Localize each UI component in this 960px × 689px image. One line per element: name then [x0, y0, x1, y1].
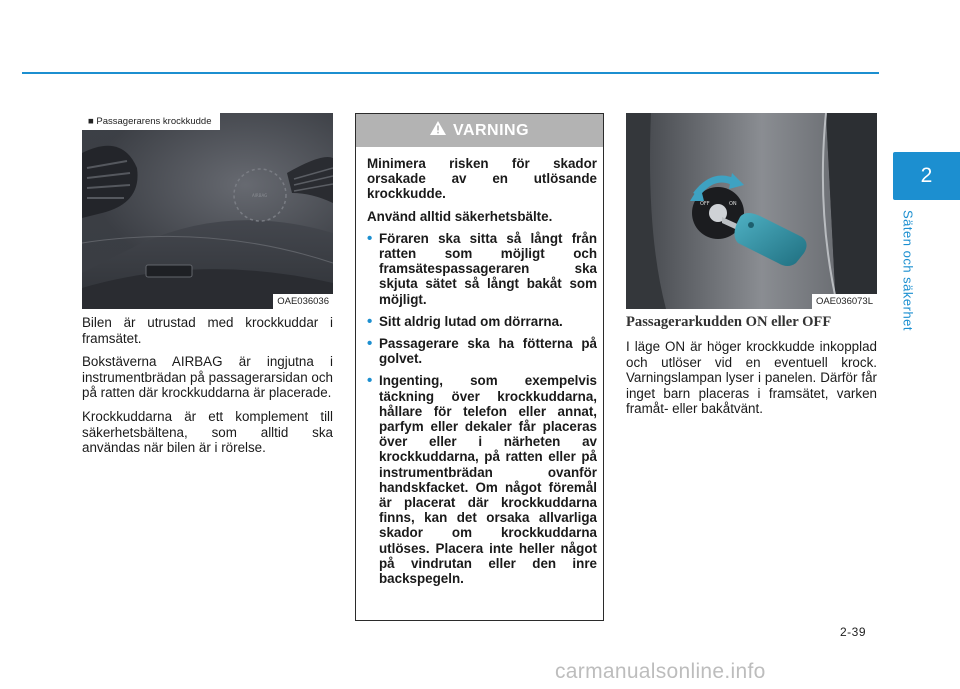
warning-item: • Sitt aldrig lutad om dörrarna.: [367, 314, 597, 329]
warning-header: [356, 114, 603, 147]
airbag-switch-photo: [626, 113, 877, 309]
photo-code-left: OAE036036: [273, 294, 333, 309]
warning-item: • Ingenting, som exempelvis täckning över krockkuddarna, hållare för telefon eller annat, parfym eller dekaler får placeras över eller i närheten av krockkuddarna, på ratten eller på instrumentbrädan ovanför handskfacket. Om något föremål är placerat där krockkuddarna finns, kan det orsaka allvarliga skador om krockkuddarna utlöses. Placera inte heller något på vindrutan eller den inre backspegeln.: [367, 373, 597, 586]
warning-item: • Föraren ska sitta så långt från ratten som möjligt och framsätespassageraren ska skjuta sätet så långt bakåt som möjligt.: [367, 231, 597, 307]
warning-intro-2: Använd alltid säkerhetsbälte.: [367, 208, 553, 224]
section-heading: Passagerarkudden ON eller OFF: [626, 314, 832, 330]
top-rule: [22, 72, 879, 74]
warning-triangle-icon: [430, 121, 446, 140]
chapter-number: 2: [920, 164, 933, 187]
watermark: carmanualsonline.info: [555, 660, 766, 683]
paragraph-3: Krockkuddarna är ett komplement till säkerhetsbältena, som alltid ska användas när bilen är i rörelse.: [82, 408, 333, 456]
left-column: [82, 315, 333, 464]
warning-box: [355, 113, 604, 621]
right-column: [626, 314, 877, 417]
paragraph-1: Bilen är utrustad med krockkuddar i framsätet.: [82, 315, 333, 346]
right-paragraph: I läge ON är höger krockkudde inkopplad och utlöser vid en eventuell krock. Varningslampan lyser i panelen. Därför får inget barn placeras i framsätet, varken framåt- eller bakåtvänt.: [626, 339, 877, 417]
chapter-title: Säten och säkerhet: [900, 210, 916, 332]
warning-intro: Minimera risken för skador orsakade av en utlösande krockkudde.: [367, 156, 597, 202]
passenger-airbag-photo: [82, 113, 333, 309]
chapter-tab: [893, 152, 960, 200]
warning-list: [367, 231, 597, 586]
warning-body: [356, 147, 603, 586]
photo-caption: ■ Passagerarens krockkudde: [82, 113, 220, 130]
paragraph-2: Bokstäverna AIRBAG är ingjutna i instrumentbrädan på passagerarsidan och på ratten där krockkuddarna är placerade.: [82, 354, 333, 401]
svg-text:OFF: OFF: [700, 201, 710, 207]
svg-text:AIRBAG: AIRBAG: [252, 193, 268, 198]
svg-text:ON: ON: [729, 201, 737, 207]
page-number: 2-39: [840, 625, 867, 639]
warning-title: VARNING: [452, 121, 530, 139]
warning-item: • Passagerare ska ha fötterna på golvet.: [367, 336, 597, 366]
photo-code-right: OAE036073L: [812, 294, 877, 309]
dashboard-illustration: [82, 113, 333, 309]
key-switch-illustration: [626, 113, 877, 309]
